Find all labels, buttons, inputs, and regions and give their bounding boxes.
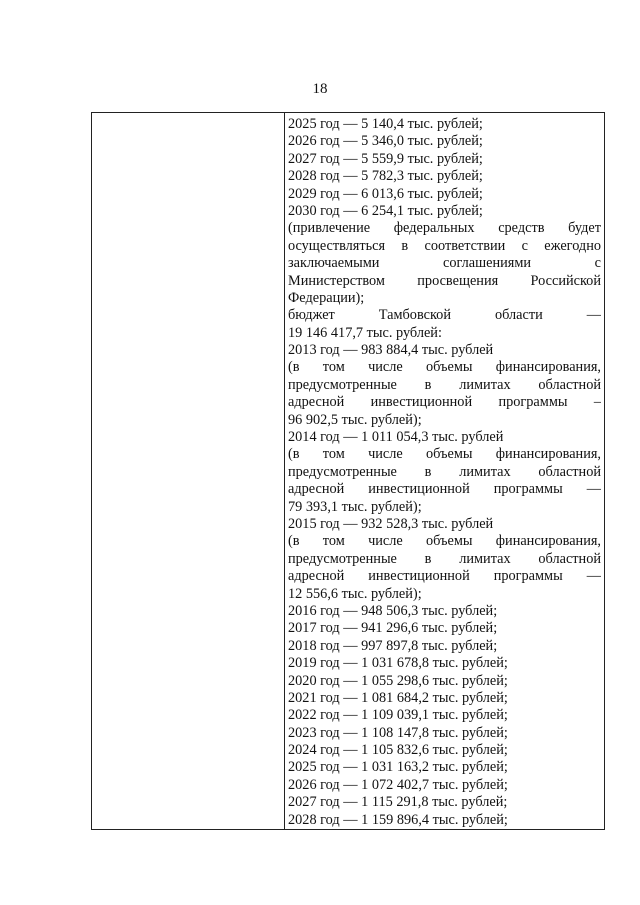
text-line: 2014 год — 1 011 054,3 тыс. рублей (288, 429, 504, 446)
text-line: адресной инвестиционной программы – (288, 394, 601, 411)
text-line: адресной инвестиционной программы — (288, 481, 601, 498)
text-line: 2015 год — 932 528,3 тыс. рублей (288, 515, 494, 532)
text-line: 2023 год — 1 108 147,8 тыс. рублей; (288, 724, 508, 741)
text-line: 2024 год — 1 105 832,6 тыс. рублей; (288, 742, 508, 759)
text-line: 19 146 417,7 тыс. рублей: (288, 324, 442, 341)
text-line: Федерации); (288, 289, 365, 306)
text-line: 2028 год — 5 782,3 тыс. рублей; (288, 168, 483, 185)
text-line: 12 556,6 тыс. рублей); (288, 585, 422, 602)
text-line: 2026 год — 5 346,0 тыс. рублей; (288, 133, 483, 150)
text-line: 2017 год — 941 296,6 тыс. рублей; (288, 620, 498, 637)
text-line: 2027 год — 1 115 291,8 тыс. рублей; (288, 794, 508, 811)
text-line: 2029 год — 6 013,6 тыс. рублей; (288, 185, 483, 202)
text-line: 2019 год — 1 031 678,8 тыс. рублей; (288, 655, 508, 672)
text-line: (в том числе объемы финансирования, (288, 533, 601, 550)
text-line: бюджет Тамбовской области — (288, 307, 601, 324)
text-line: 2018 год — 997 897,8 тыс. рублей; (288, 637, 498, 654)
page-number: 18 (312, 81, 328, 97)
text-line: 2026 год — 1 072 402,7 тыс. рублей; (288, 776, 508, 793)
text-line: 2021 год — 1 081 684,2 тыс. рублей; (288, 689, 508, 706)
text-line: (в том числе объемы финансирования, (288, 359, 601, 376)
table-left-cell (92, 113, 285, 829)
text-line: 2016 год — 948 506,3 тыс. рублей; (288, 602, 498, 619)
text-line: (привлечение федеральных средств будет (288, 220, 601, 237)
text-line: Министерством просвещения Российской (288, 272, 601, 289)
text-line: 2025 год — 1 031 163,2 тыс. рублей; (288, 759, 508, 776)
text-line: адресной инвестиционной программы — (288, 568, 601, 585)
table-right-cell (288, 116, 601, 829)
text-line: 2028 год — 1 159 896,4 тыс. рублей; (288, 811, 508, 828)
text-line: (в том числе объемы финансирования, (288, 446, 601, 463)
text-line: 79 393,1 тыс. рублей); (288, 498, 422, 515)
text-line: предусмотренные в лимитах областной (288, 376, 601, 393)
text-line: предусмотренные в лимитах областной (288, 463, 601, 480)
text-line: 2022 год — 1 109 039,1 тыс. рублей; (288, 707, 508, 724)
text-line: 2025 год — 5 140,4 тыс. рублей; (288, 116, 483, 132)
text-line: заключаемыми соглашениями с (288, 255, 601, 272)
text-line: 2020 год — 1 055 298,6 тыс. рублей; (288, 672, 508, 689)
funding-table (91, 112, 605, 830)
text-line: осуществляться в соответствии с ежегодно (288, 237, 601, 254)
text-line: 96 902,5 тыс. рублей); (288, 411, 422, 428)
text-line: предусмотренные в лимитах областной (288, 550, 601, 567)
text-line: 2030 год — 6 254,1 тыс. рублей; (288, 202, 483, 219)
text-line: 2027 год — 5 559,9 тыс. рублей; (288, 150, 483, 167)
text-line: 2013 год — 983 884,4 тыс. рублей (288, 342, 494, 359)
